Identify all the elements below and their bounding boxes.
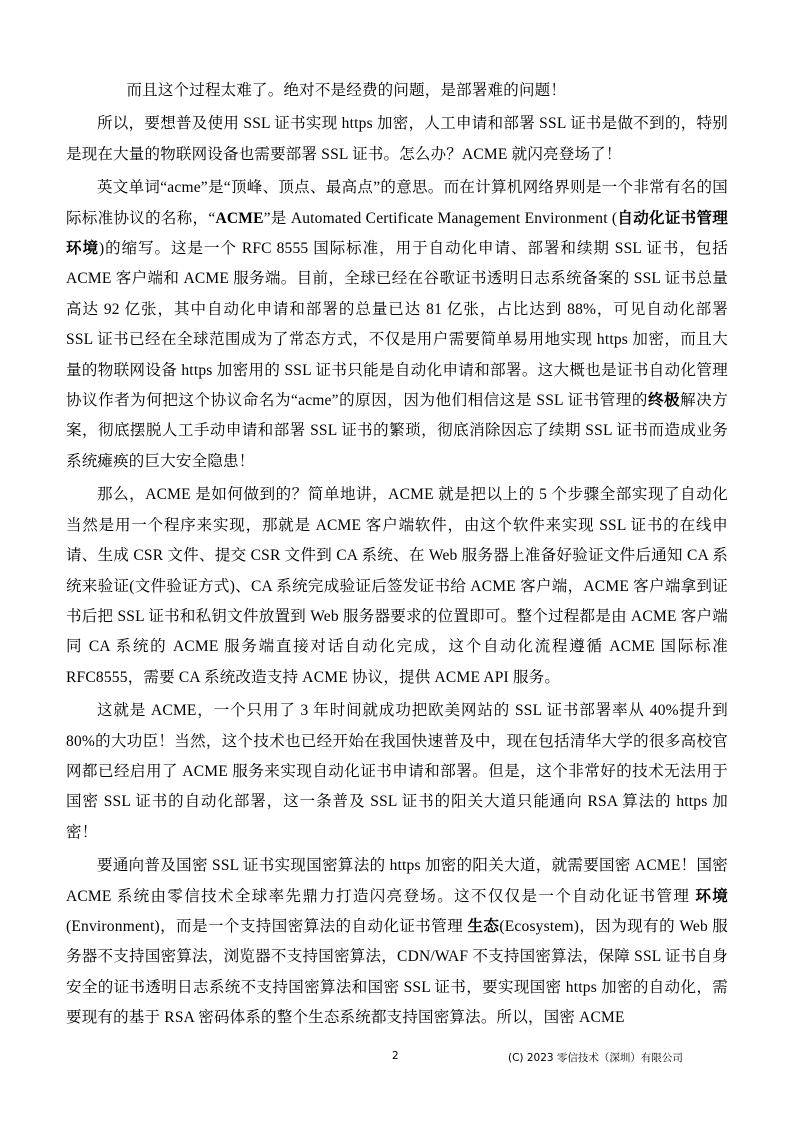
copyright-notice: (C) 2023 零信技术（深圳）有限公司 <box>508 1052 683 1064</box>
bold-text-run: 环境 <box>695 887 728 905</box>
bold-text-run: 终极 <box>647 392 681 410</box>
text-run: 这就是 ACME，一个只用了 3 年时间就成功把欧美网站的 SSL 证书部署率从 40%提升到 80%的大功臣！当然，这个技术也已经开始在我国快速普及中，现在包括清华大学的很多高校官网都已经启用了 ACME 服务来实现自动化证书申请和部署。但是，这个非常好的技术无法用于国密 SSL 证书的自动化部署，这一条普及 SSL 证书的阳关大道只能通向 RSA 算法的 https 加密！ <box>66 702 728 841</box>
text-run: 所以，要想普及使用 SSL 证书实现 https 加密，人工申请和部署 SSL 证书是做不到的，特别是现在大量的物联网设备也需要部署 SSL 证书。怎么办？ACME 就闪亮登场了！ <box>66 115 728 163</box>
bold-text-run: 自动化证书管理环境 <box>66 209 729 258</box>
text-run: 而且这个过程太难了。绝对不是经费的问题，是部署难的问题！ <box>126 82 567 99</box>
bold-text-run: ACME <box>215 209 264 227</box>
bold-text-run: 生态 <box>467 917 500 935</box>
text-run: (Ecosystem)，因为现有的 Web 服务器不支持国密算法，浏览器不支持国密算法，CDN/WAF 不支持国密算法，保障 SSL 证书自身安全的证书透明日志系统不支持国密算法和国密 SSL 证书，要实现国密 https 加密的自动化，需要现有的基于 RSA 密码体系的整个生态系统都支持国密算法。所以，国密 ACME <box>66 917 728 1027</box>
text-run: 英文单词“acme”是“顶峰、顶点、最高点”的意思。而在计算机网络界则是一个非常有名的国际标准协议的名称，“ <box>66 179 728 227</box>
paragraph-6 <box>66 851 728 1033</box>
page-footer <box>0 1050 794 1066</box>
text-run: 解决方案，彻底摆脱人工手动申请和部署 SSL 证书的繁琐，彻底消除因忘了续期 SSL 证书而造成业务系统瘫痪的巨大安全隐患！ <box>66 392 728 470</box>
paragraph-2 <box>66 109 728 170</box>
paragraph-1 <box>66 76 728 106</box>
paragraph-4 <box>66 480 728 693</box>
text-run: )的缩写。这是一个 RFC 8555 国际标准，用于自动化申请、部署和续期 SSL 证书，包括 ACME 客户端和 ACME 服务端。目前，全球已经在谷歌证书透明日志系统备案的 SSL 证书总量高达 92 亿张，其中自动化申请和部署的总量已达 81 亿张，占比达到 88%，可见自动化部署 SSL 证书已经在全球范围成为了常态方式，不仅是用户需要简单易用地实现 https 加密，而且大量的物联网设备 https 加密用的 SSL 证书只能是自动化申请和部署。这大概也是证书自动化管理协议作者为何把这个协议命名为“acme”的原因，因为他们相信这是 SSL 证书管理的 <box>66 240 728 410</box>
document-body <box>66 76 728 1034</box>
paragraph-5 <box>66 696 728 848</box>
paragraph-3 <box>66 173 728 477</box>
text-run: 要通向普及国密 SSL 证书实现国密算法的 https 加密的阳关大道，就需要国密 ACME！国密 ACME 系统由零信技术全球率先鼎力打造闪亮登场。这不仅仅是一个自动化证书管理 <box>66 857 728 905</box>
page-number: 2 <box>392 1050 399 1062</box>
text-run: ”是 Automated Certificate Management Environment ( <box>263 209 618 227</box>
text-run: 那么，ACME 是如何做到的？简单地讲，ACME 就是把以上的 5 个步骤全部实现了自动化当然是用一个程序来实现，那就是 ACME 客户端软件，由这个软件来实现 SSL 证书的在线申请、生成 CSR 文件、提交 CSR 文件到 CA 系统、在 Web 服务器上准备好验证文件后通知 CA 系统来验证(文件验证方式)、CA 系统完成验证后签发证书给 ACME 客户端，ACME 客户端拿到证书后把 SSL 证书和私钥文件放置到 Web 服务器要求的位置即可。整个过程都是由 ACME 客户端同 CA 系统的 ACME 服务端直接对话自动化完成，这个自动化流程遵循 ACME 国际标准 RFC8555，需要 CA 系统改造支持 ACME 协议，提供 ACME API 服务。 <box>66 486 728 686</box>
text-run: (Environment)，而是一个支持国密算法的自动化证书管理 <box>66 917 468 935</box>
